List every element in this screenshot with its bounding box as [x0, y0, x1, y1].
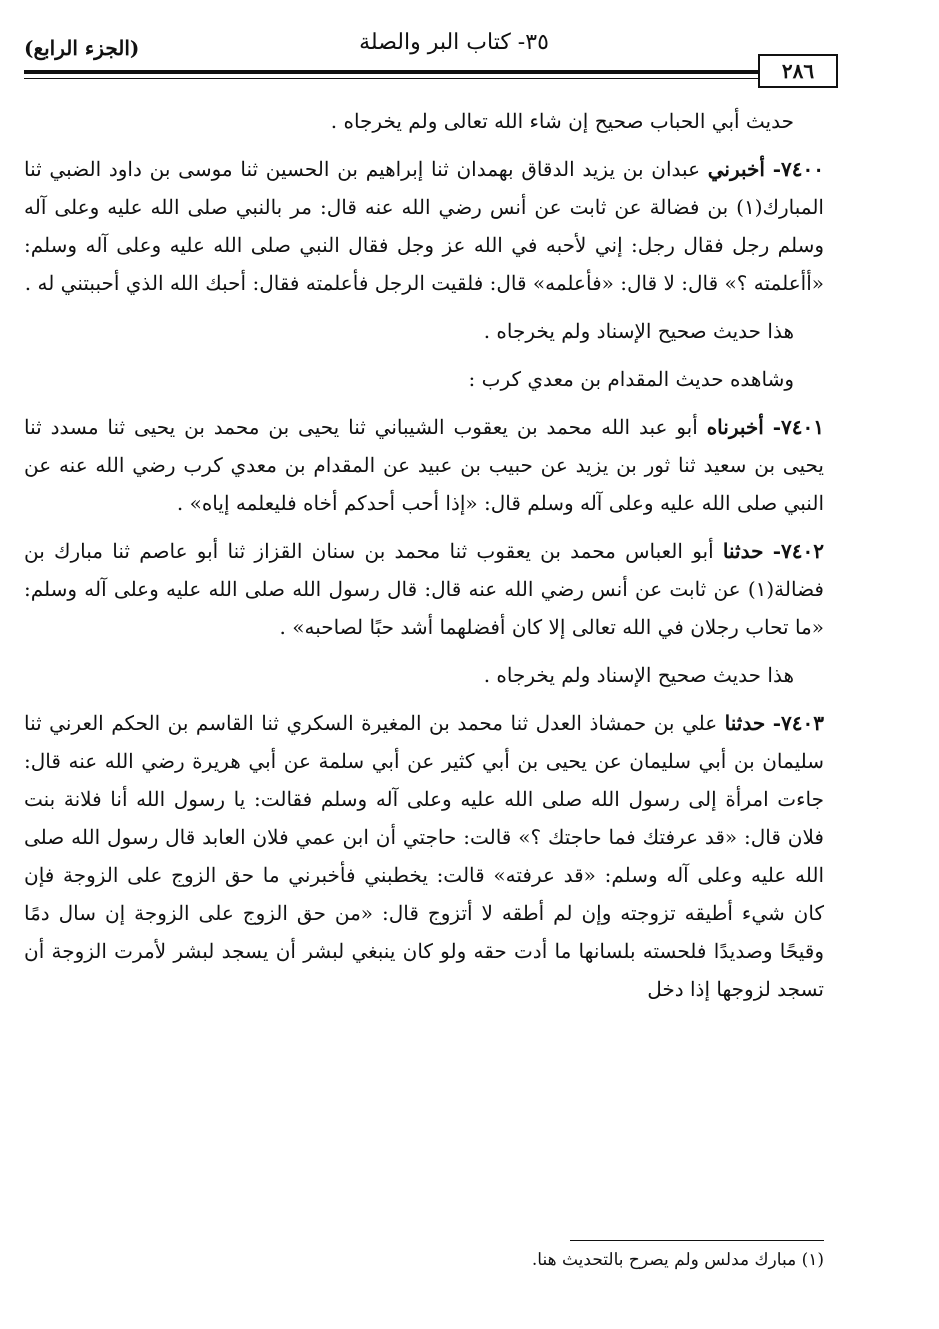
hadith-7402: [24, 532, 824, 646]
hadith-7403: [24, 704, 824, 1008]
hadith-text: أبو العباس محمد بن يعقوب ثنا محمد بن سنان القزاز ثنا أبو عاصم ثنا مبارك بن فضالة(١) عن ثابت عن أنس رضي الله عنه قال: قال رسول الله صلى الله عليه وعلى آله وسلم: «ما تحاب رجلان في الله تعالى إلا كان أفضلهما أشد حبًا لصاحبه» .: [24, 539, 824, 639]
hadith-7400: [24, 150, 824, 302]
hadith-number: ٧٤٠٢-: [772, 539, 824, 563]
hadith-number: ٧٤٠١-: [772, 415, 824, 439]
hadith-opening: حدثنا: [722, 539, 764, 563]
header-rule-thin: [24, 78, 760, 79]
hadith-opening: أخبرني: [707, 157, 765, 181]
witness-note: [24, 360, 824, 398]
chapter-title: ٣٥- كتاب البر والصلة: [359, 30, 549, 55]
paragraph-text: وشاهده حديث المقدام بن معدي كرب :: [468, 367, 794, 391]
grading-note: [24, 312, 824, 350]
grading-note: [24, 656, 824, 694]
paragraph-text: حديث أبي الحباب صحيح إن شاء الله تعالى ولم يخرجاه .: [330, 109, 794, 133]
main-text: [24, 102, 824, 1018]
paragraph-text: هذا حديث صحيح الإسناد ولم يخرجاه .: [483, 319, 794, 343]
paragraph-text: هذا حديث صحيح الإسناد ولم يخرجاه .: [483, 663, 794, 687]
footnote-rule: [570, 1240, 824, 1241]
page-header: [24, 26, 828, 88]
hadith-text: علي بن حمشاذ العدل ثنا محمد بن المغيرة السكري ثنا القاسم بن الحكم العرني ثنا سليمان بن أبي سليمان عن يحيى بن أبي كثير عن أبي سلمة عن أبي هريرة رضي الله عنه قال: جاءت امرأة إلى رسول الله صلى الله عليه وعلى آله وسلم فقالت: يا رسول الله أنا فلانة بنت فلان قال: «قد عرفتك فما حاجتك ؟» قالت: حاجتي أن ابن عمي فلان العابد قال رسول الله صلى الله عليه وعلى آله وسلم: «قد عرفته» قالت: يخطبني فأخبرني ما حق الزوج على الزوجة فإن كان شيء أطيقه تزوجته وإن لم أطقه لا أتزوج قال: «من حق الزوج على الزوجة إن سال دمًا وقيحًا وصديدًا فلحسته بلسانها ما أدت حقه ولو كان ينبغي لبشر أن يسجد لبشر لأمرت الزوجة أن تسجد لزوجها إذا دخل: [24, 711, 824, 1001]
hadith-number: ٧٤٠٠-: [772, 157, 825, 181]
hadith-text: أبو عبد الله محمد بن يعقوب الشيباني ثنا يحيى بن محمد بن يحيى ثنا مسدد ثنا يحيى بن سعيد ثنا ثور بن يزيد عن حبيب بن عبيد عن المقدام بن معدي كرب رضي الله عنه عن النبي صلى الله عليه وعلى آله وسلم قال: «إذا أحب أحدكم أخاه فليعلمه إياه» .: [24, 415, 824, 515]
hadith-opening: حدثنا: [724, 711, 766, 735]
hadith-opening: أخبرناه: [706, 415, 764, 439]
volume-label: (الجزء الرابع): [24, 36, 140, 60]
hadith-number: ٧٤٠٣-: [772, 711, 824, 735]
footnote: (١) مبارك مدلس ولم يصرح بالتحديث هنا.: [531, 1250, 824, 1270]
paragraph: [24, 102, 824, 140]
hadith-text: عبدان بن يزيد الدقاق بهمدان ثنا إبراهيم بن الحسين ثنا موسى بن داود الضبي ثنا المبارك(١) بن فضالة عن ثابت عن أنس رضي الله عنه قال: مر بالنبي صلى الله عليه وعلى آله وسلم رجل فقال رجل: إني لأحبه في الله عز وجل فقال النبي صلى الله عليه وعلى آله وسلم: «أأعلمته ؟» قال: لا قال: «فأعلمه» قال: فلقيت الرجل فأعلمته فقال: أحبك الله الذي أحببتني له .: [24, 157, 824, 295]
header-rule-thick: [24, 70, 760, 74]
hadith-7401: [24, 408, 824, 522]
page-number-box: ٢٨٦: [758, 54, 838, 88]
